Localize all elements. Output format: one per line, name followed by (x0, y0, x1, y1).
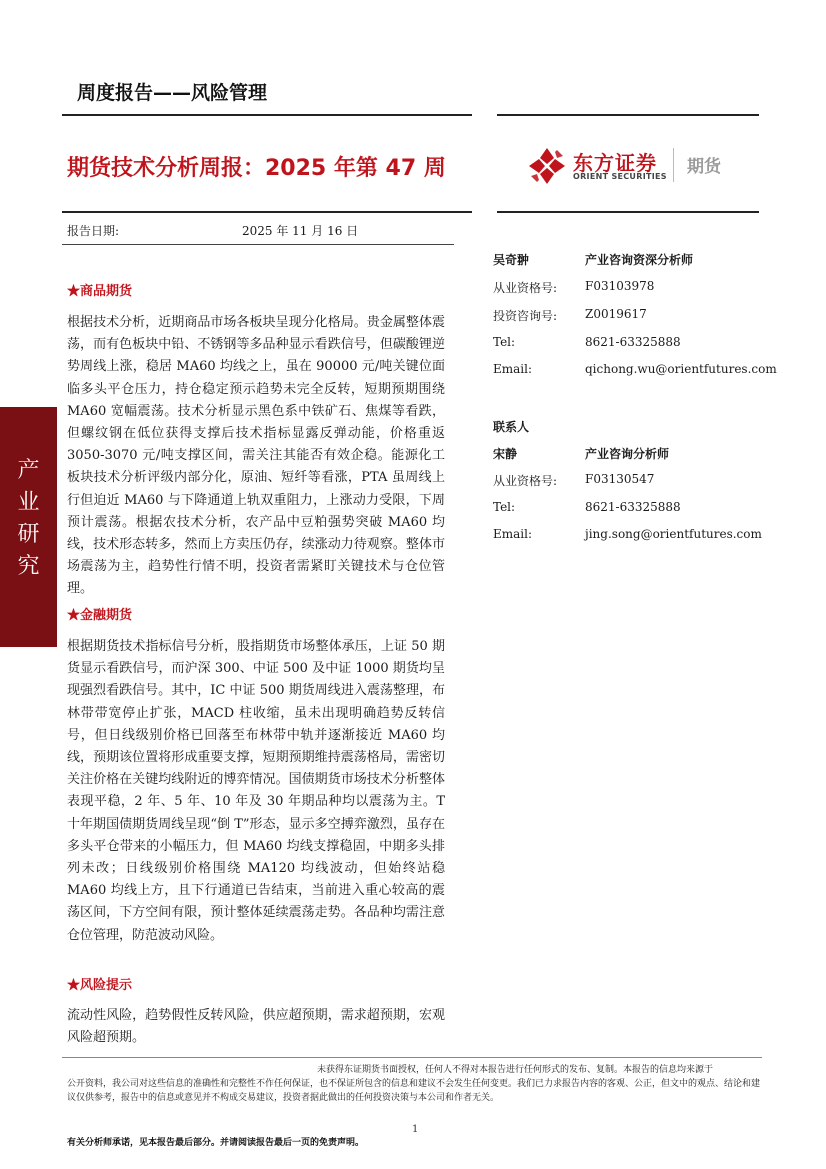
sidebar-char: 究 (17, 554, 40, 579)
disclaimer-body: 公开资料，我公司对这些信息的准确性和完整性不作任何保证，也不保证所包含的信息和建议不会发生任何变更。我们已力求报告内容的客观、公正，但文中的观点、结论和建议仅供参考，报告中的信息或意见并不构成交易建议，投资者据此做出的任何投资决策与本公司和作者无关。 (67, 1079, 761, 1103)
section-heading-financial: ★金融期货 (67, 608, 133, 623)
sidebar-char: 业 (17, 490, 40, 515)
sidebar-char: 研 (17, 522, 40, 547)
title-rule-left (62, 211, 472, 213)
header-rule-right (497, 114, 759, 116)
analyst-commitment-note: 有关分析师承诺，见本报告最后部分。并请阅读报告最后一页的免责声明。 (67, 1138, 365, 1148)
analyst-label: Email: (493, 362, 533, 376)
analyst-label: Tel: (493, 335, 516, 349)
contact-title: 产业咨询分析师 (585, 447, 670, 461)
analyst-advisory-id: Z0019617 (585, 307, 647, 321)
header-rule-left (62, 114, 472, 116)
analyst-label: 投资咨询号: (493, 309, 558, 323)
analyst-tel: 8621-63325888 (585, 335, 681, 349)
disclaimer-first-line: 未获得东证期货书面授权，任何人不得对本报告进行任何形式的发布、复制。本报告的信息均来源于 (317, 1065, 714, 1075)
section-body-commodity: 根据技术分析，近期商品市场各板块呈现分化格局。贵金属整体震荡，而有色板块中铅、不锈钢等多品种显示看跌信号，但碳酸锂逆势周线上涨，稳居 MA60 均线之上，虽在 90000 元/吨关键位面临多头平仓压力，持仓稳定预示趋势未完全反转，短期预期围绕 MA60 宽幅震荡。技术分析显示黑色系中铁矿石、焦煤等看跌，但螺纹钢在低位获得支撑后技术指标显露反弹动能，价格重返 3050-3070 元/吨支撑区间，需关注其能否有效企稳。能源化工板块技术分析评级内部分化，原油、短纤等看涨，PTA 虽周线上行但迫近 MA60 与下降通道上轨双重阻力，上涨动力受限，下周预计震荡。根据农技术分析，农产品中豆粕强势突破 MA60 均线，技术形态转多，然而上方卖压仍存，续涨动力待观察。整体市场震荡为主，趋势性行情不明，投资者需紧盯关键技术与仓位管理。 (67, 315, 445, 597)
contact-license: F03130547 (585, 472, 655, 486)
page-number: 1 (412, 1124, 419, 1135)
date-divider (62, 244, 454, 245)
company-logo (527, 146, 762, 188)
sidebar-label (0, 455, 57, 583)
contact-email-link[interactable]: jing.song@orientfutures.com (585, 527, 762, 541)
contact-tel: 8621-63325888 (585, 500, 681, 514)
logo-divider (673, 148, 674, 182)
contact-label: 从业资格号: (493, 474, 558, 488)
contact-label: Email: (493, 527, 533, 541)
analyst-label: 从业资格号: (493, 281, 558, 295)
section-heading-commodity: ★商品期货 (67, 284, 133, 299)
orient-securities-logo-icon (527, 146, 567, 186)
report-category: 周度报告——风险管理 (77, 82, 268, 104)
contact-name: 宋静 (493, 447, 518, 461)
logo-name-cn: 东方证券 (573, 151, 657, 175)
analyst-license: F03103978 (585, 279, 655, 293)
analyst-name: 吴奇翀 (493, 253, 530, 267)
logo-suffix: 期货 (687, 157, 721, 177)
analyst-title: 产业咨询资深分析师 (585, 253, 694, 267)
contact-label: Tel: (493, 500, 516, 514)
disclaimer (67, 1063, 764, 1105)
page-title: 期货技术分析周报：2025 年第 47 周 (67, 156, 446, 181)
section-heading-risk: ★风险提示 (67, 978, 133, 993)
analyst-email-link[interactable]: qichong.wu@orientfutures.com (585, 362, 777, 376)
section-body-financial: 根据期货技术指标信号分析，股指期货市场整体承压，上证 50 期货显示看跌信号，而沪深 300、中证 500 及中证 1000 期货均呈现强烈看跌信号。其中，IC 中证 500 期货周线进入震荡整理，布林带带宽停止扩张，MACD 柱收缩，虽未出现明确趋势反转信号，但日线级别价格已回落至布林带中轨并逐渐接近 MA60 均线，预期该位置将形成重要支撑，短期预期维持震荡格局，需密切关注价格在关键均线附近的博弈情况。国债期货市场技术分析整体表现平稳，2 年、5 年、10 年及 30 年期品种均以震荡为主。T 十年期国债期货周线呈现“倒 T”形态，显示多空搏弈激烈，虽存在多头平仓带来的小幅压力，但 MA60 均线支撑稳固，中期多头排列未改；日线级别价格围绕 MA120 均线波动，但始终站稳 MA60 均线上方，且下行通道已告结束，当前进入重心较高的震荡区间，下方空间有限，预计整体延续震荡走势。各品种均需注意仓位管理，防范波动风险。 (67, 639, 445, 943)
contact-heading: 联系人 (493, 420, 530, 434)
footer-divider (62, 1057, 762, 1058)
sidebar-char: 产 (17, 458, 40, 483)
report-date-label: 报告日期: (67, 224, 120, 238)
logo-name-en: ORIENT SECURITIES (573, 172, 667, 181)
section-body-risk: 流动性风险，趋势假性反转风险，供应超预期，需求超预期，宏观风险超预期。 (67, 1008, 445, 1046)
title-rule-right (497, 211, 759, 213)
report-date-value: 2025 年 11 月 16 日 (242, 224, 359, 238)
